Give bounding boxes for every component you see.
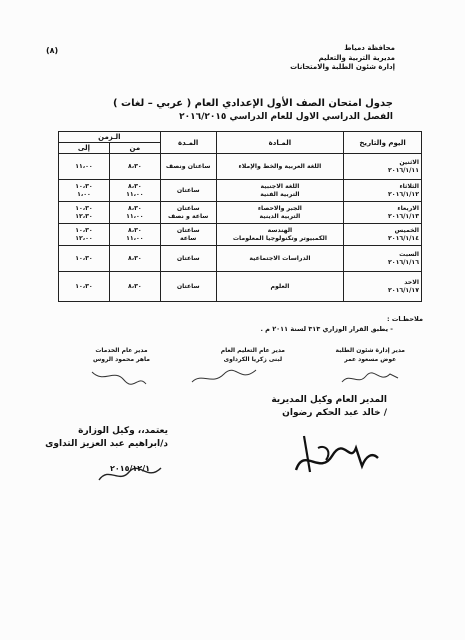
time-to: ١٠،٣٠ (75, 283, 93, 290)
day-name: الثلاثاء (399, 182, 419, 190)
time-to: ١٠،٣٠ (75, 182, 93, 190)
duration: ساعتان (176, 226, 200, 234)
day-name: الخميس (394, 226, 419, 234)
subject: التربية الفنية (260, 190, 300, 198)
time-from: ٨،٣٠ (127, 255, 142, 262)
day-cell (344, 154, 422, 180)
from-cell (109, 202, 160, 224)
table-header-row (59, 132, 422, 143)
notes-text: - يطبق القرار الوزاري ٣١٣ لسنة ٢٠١١ م . (260, 325, 393, 333)
to-cell (59, 272, 110, 302)
subject-cell (216, 272, 344, 302)
duration: ساعتان (176, 187, 200, 194)
duration-cell (160, 272, 216, 302)
day-date: ٢٠١٦/١/١٤ (388, 234, 419, 242)
letterhead-line: محافظة دمياط (344, 44, 395, 52)
header-from: من (109, 143, 160, 154)
table-row (59, 224, 422, 246)
day-name: الاربعاء (397, 204, 419, 212)
to-cell (59, 246, 110, 272)
approval-block (45, 425, 168, 451)
day-date: ٢٠١٦/١/١٣ (388, 212, 419, 220)
signature-title: مدير إدارة شئون الطلبة (335, 347, 405, 354)
table-row (59, 246, 422, 272)
subject-cell (216, 224, 344, 246)
duration-cell (160, 202, 216, 224)
time-from: ٨،٣٠ (127, 204, 142, 212)
header-subject: المـادة (216, 132, 344, 154)
from-cell (109, 224, 160, 246)
table-row (59, 202, 422, 224)
signature-block-general-education (221, 346, 285, 364)
day-cell (344, 246, 422, 272)
day-name: السبت (399, 250, 419, 258)
handwritten-signature (88, 366, 148, 388)
signature-name: ماهر محمود الروس (93, 356, 150, 363)
day-name: الاثنين (399, 158, 419, 166)
header-day-date: اليوم والتاريخ (344, 132, 422, 154)
table-row (59, 272, 422, 302)
time-from: ٨،٣٠ (127, 182, 142, 190)
subject: الدراسات الاجتماعية (249, 255, 311, 262)
day-date: ٢٠١٦/١/١٧ (388, 286, 419, 294)
director-title: المدير العام وكيل المديرية (271, 395, 387, 405)
duration-cell (160, 246, 216, 272)
signature-title: مدير عام التعليم العام (220, 347, 285, 354)
day-cell (344, 224, 422, 246)
time-from: ٨،٣٠ (127, 283, 142, 290)
header-to: إلى (59, 143, 110, 154)
notes-heading: ملاحظـات : (386, 315, 423, 323)
duration: ساعتان ونصف (165, 163, 211, 170)
subject: الجبر والاحصاء (257, 204, 302, 212)
approval-title: يعتمد،، وكيل الوزارة (78, 426, 168, 436)
signature-block-student-affairs (335, 346, 405, 364)
time-to: ١١،٠٠ (75, 163, 93, 170)
subject: اللغة الاجنبية (260, 182, 300, 190)
subject: العلوم (270, 283, 290, 290)
subject-cell (216, 202, 344, 224)
subject: الكمبيوتر وتكنولوجيا المعلومات (232, 234, 327, 242)
duration: ساعة (180, 234, 197, 242)
time-from: ١١،٠٠ (126, 190, 144, 198)
day-date: ٢٠١٦/١/١٦ (388, 258, 419, 266)
subject-cell (216, 246, 344, 272)
time-from: ١١،٠٠ (126, 234, 144, 242)
letterhead-line: إدارة شئون الطلبة والامتحانات (290, 63, 395, 71)
table-row (59, 154, 422, 180)
letterhead (290, 44, 395, 73)
director-name: / خالد عبد الحكم رضوان (282, 408, 387, 418)
from-cell (109, 180, 160, 202)
schedule-title: جدول امتحان الصف الأول الإعدادي العام ( عربي – لغات ) (113, 98, 393, 109)
exam-schedule-table (58, 131, 422, 302)
header-duration: المـدة (160, 132, 216, 154)
handwritten-signature (340, 368, 400, 388)
day-cell (344, 180, 422, 202)
to-cell (59, 224, 110, 246)
to-cell (59, 180, 110, 202)
time-from: ٨،٣٠ (127, 226, 142, 234)
from-cell (109, 246, 160, 272)
director-block (271, 394, 387, 420)
duration: ساعتان (176, 204, 200, 212)
day-cell (344, 202, 422, 224)
time-to: ١٠،٣٠ (75, 255, 93, 262)
subject: التربية الدينية (259, 212, 301, 220)
header-time: الـزمن (59, 132, 161, 143)
subject: الهندسة (267, 226, 293, 234)
table-row (59, 180, 422, 202)
approval-date: ٢٠١٥/١٢/١ (109, 464, 150, 473)
to-cell (59, 202, 110, 224)
day-date: ٢٠١٦/١/١٢ (388, 190, 419, 198)
time-to: ١٠،٣٠ (75, 204, 93, 212)
schedule-subtitle: الفصل الدراسي الاول للعام الدراسي ٢٠١٦/٢٠١٥ (179, 112, 393, 122)
page-number: (٨) (46, 46, 59, 55)
subject-cell (216, 154, 344, 180)
signature-title: مدير عام الخدمات (95, 347, 148, 354)
duration-cell (160, 154, 216, 180)
from-cell (109, 272, 160, 302)
duration: ساعتان (176, 283, 200, 290)
handwritten-signature (190, 366, 260, 388)
day-date: ٢٠١٦/١/١١ (388, 166, 419, 174)
handwritten-signature (290, 426, 380, 486)
approval-name: د/ابراهيم عبد العزيز التداوى (45, 439, 168, 449)
time-to: ١٠،٣٠ (75, 226, 93, 234)
duration: ساعة و نصف (168, 212, 209, 220)
duration-cell (160, 224, 216, 246)
signature-name: عوض مسعود عمر (344, 356, 397, 363)
time-to: ١٢،٠٠ (75, 234, 93, 242)
to-cell (59, 154, 110, 180)
duration-cell (160, 180, 216, 202)
signature-name: لبنى زكريا الكرداوى (223, 356, 283, 363)
letterhead-line: مديرية التربية والتعليم (318, 53, 395, 62)
time-from: ٨،٣٠ (127, 163, 142, 170)
duration: ساعتان (176, 255, 200, 262)
subject: اللغة العربية والخط والإملاء (238, 162, 322, 170)
time-from: ١١،٠٠ (126, 212, 144, 220)
from-cell (109, 154, 160, 180)
day-cell (344, 272, 422, 302)
time-to: ١،٠٠ (77, 190, 91, 198)
day-name: الاحد (404, 278, 419, 286)
time-to: ١٢،٣٠ (75, 212, 93, 220)
signature-block-services (93, 346, 150, 364)
subject-cell (216, 180, 344, 202)
